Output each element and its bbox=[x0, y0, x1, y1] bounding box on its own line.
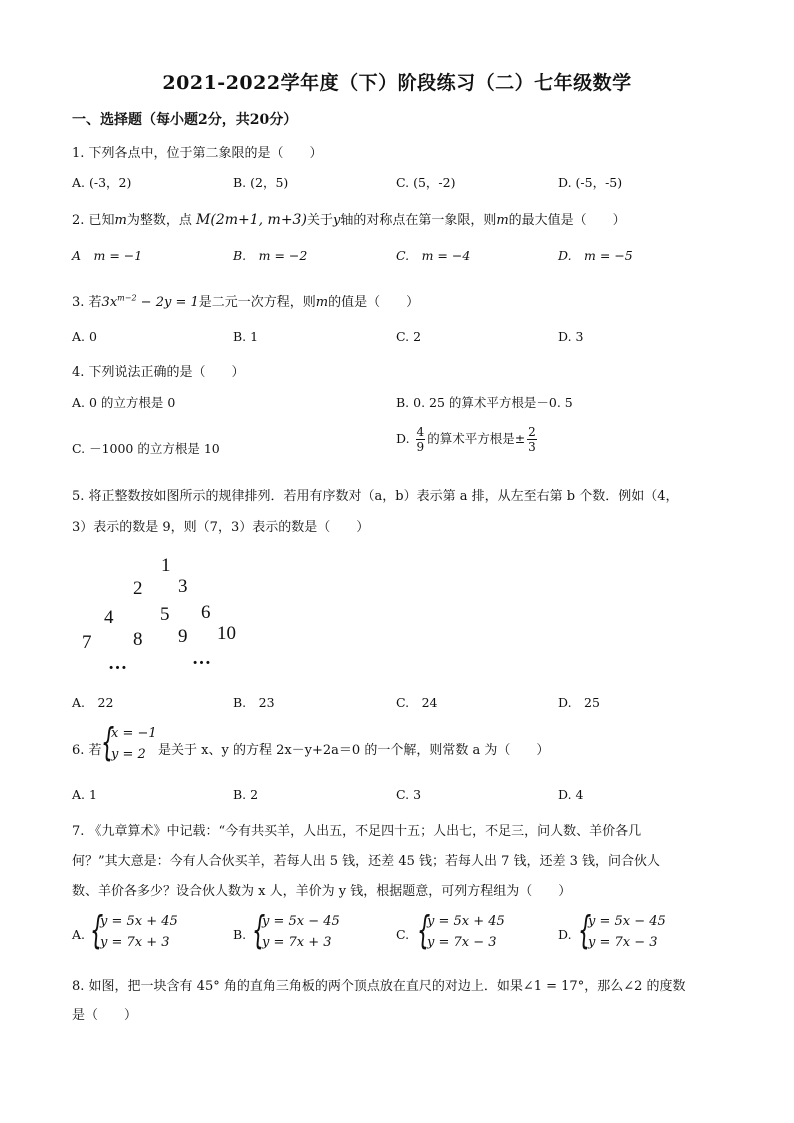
q3-option-b: B. 1 bbox=[233, 329, 259, 344]
brace-glyph: { bbox=[417, 908, 431, 952]
q5-option-d: D. 25 bbox=[558, 695, 600, 710]
question-8-line-1: 8. 如图，把一块含有 45° 角的直角三角板的两个顶点放在直尺的对边上．如果∠1 = 17°，那么∠2 的度数 bbox=[72, 979, 686, 994]
q7-option-a-system bbox=[90, 908, 190, 958]
q2-option-a: A m = −1 bbox=[72, 248, 143, 263]
q4-option-b: B. 0. 25 的算术平方根是－0. 5 bbox=[396, 395, 573, 410]
q3-suffix: 的值是（ ） bbox=[328, 295, 420, 310]
q2-mid2: 关于 bbox=[306, 213, 333, 228]
q3-var-m: m bbox=[315, 295, 329, 310]
triangle-number: 4 bbox=[104, 607, 114, 628]
q6-system-line-1: x = −1 bbox=[111, 726, 157, 741]
question-2 bbox=[72, 209, 626, 228]
q3-option-d: D. 3 bbox=[558, 329, 584, 344]
q4-fraction-1 bbox=[416, 425, 426, 454]
q1-option-a: A. (-3，2) bbox=[72, 175, 132, 190]
triangle-number: 5 bbox=[160, 604, 170, 625]
q7-d-line-2: y = 7x − 3 bbox=[588, 935, 658, 950]
question-1: 1. 下列各点中，位于第二象限的是（ ） bbox=[72, 146, 323, 161]
question-7-line-2: 何？”其大意是：今有人合伙买羊，若每人出 5 钱，还差 45 钱；若每人出 7 钱，还差 3 钱，问合伙人 bbox=[72, 854, 661, 869]
triangle-number: 9 bbox=[178, 626, 188, 647]
q2-point: M(2m+1, m+3) bbox=[196, 212, 307, 228]
q7-option-b-system bbox=[252, 908, 352, 958]
q3-prefix: 3. 若 bbox=[72, 295, 102, 310]
q6-option-c: C. 3 bbox=[396, 787, 422, 802]
question-7-line-1: 7. 《九章算术》中记载：“今有共买羊，人出五，不足四十五；人出七，不足三，问人数、羊价各几 bbox=[72, 824, 642, 839]
q3-equation-rest: − 2y = 1 bbox=[136, 295, 199, 310]
q2-var-m: m bbox=[114, 213, 127, 228]
q2-mid1: 为整数，点 bbox=[126, 213, 192, 228]
q7-d-line-1: y = 5x − 45 bbox=[588, 914, 666, 929]
q7-option-a-label: A. bbox=[72, 927, 86, 942]
triangle-number: 1 bbox=[161, 555, 171, 576]
q7-option-c-label: C. bbox=[396, 927, 410, 942]
brace-glyph: { bbox=[90, 908, 104, 952]
q6-equation-system bbox=[101, 720, 161, 770]
q6-option-a: A. 1 bbox=[72, 787, 97, 802]
q4-fraction-1-denominator: 9 bbox=[416, 440, 425, 454]
q7-a-line-2: y = 7x + 3 bbox=[100, 935, 170, 950]
q4-option-d-label: D. bbox=[396, 431, 410, 446]
q4-option-d-text: 的算术平方根是± bbox=[427, 431, 526, 446]
q3-option-c: C. 2 bbox=[396, 329, 422, 344]
q5-option-a: A. 22 bbox=[72, 695, 114, 710]
brace-glyph: { bbox=[101, 720, 115, 764]
question-6-prefix: 6. 若 bbox=[72, 743, 102, 758]
section-heading-choice: 一、选择题（每小题2分，共20分） bbox=[72, 112, 298, 128]
q4-fraction-2-numerator: 2 bbox=[528, 425, 536, 439]
question-4: 4. 下列说法正确的是（ ） bbox=[72, 365, 245, 380]
q3-mid: 是二元一次方程，则 bbox=[198, 295, 316, 310]
q6-option-b: B. 2 bbox=[233, 787, 259, 802]
triangle-number: 8 bbox=[133, 629, 143, 650]
triangle-ellipsis: … bbox=[108, 653, 127, 674]
q2-option-b: B. m = −2 bbox=[233, 248, 308, 263]
q7-option-d-system bbox=[578, 908, 678, 958]
q4-fraction-1-numerator: 4 bbox=[416, 425, 425, 439]
q4-fraction-2 bbox=[527, 425, 537, 454]
q7-option-d-label: D. bbox=[558, 927, 572, 942]
q7-option-c-system bbox=[417, 908, 517, 958]
q7-c-line-1: y = 5x + 45 bbox=[427, 914, 505, 929]
q4-option-a: A. 0 的立方根是 0 bbox=[72, 395, 176, 410]
q2-mid3: 轴的对称点在第一象限，则 bbox=[340, 213, 497, 228]
q1-option-c: C. (5，-2) bbox=[396, 175, 456, 190]
q3-equation-base: 3x bbox=[101, 295, 118, 310]
q4-fraction-2-denominator: 3 bbox=[528, 440, 536, 454]
q4-option-c: C. －1000 的立方根是 10 bbox=[72, 441, 220, 456]
q2-prefix: 2. 已知 bbox=[72, 213, 115, 228]
triangle-number: 2 bbox=[133, 578, 143, 599]
triangle-number: 10 bbox=[217, 623, 236, 644]
q7-option-b-label: B. bbox=[233, 927, 247, 942]
q7-b-line-1: y = 5x − 45 bbox=[262, 914, 340, 929]
q7-c-line-2: y = 7x − 3 bbox=[427, 935, 497, 950]
q6-system-line-2: y = 2 bbox=[111, 747, 146, 762]
q7-b-line-2: y = 7x + 3 bbox=[262, 935, 332, 950]
q2-suffix: 的最大值是（ ） bbox=[508, 213, 626, 228]
triangle-number: 7 bbox=[82, 632, 92, 653]
q5-option-c: C. 24 bbox=[396, 695, 438, 710]
page-title: 2021-2022学年度（下）阶段练习（二）七年级数学 bbox=[162, 72, 632, 94]
question-5-line-2: 3）表示的数是 9，则（7，3）表示的数是（ ） bbox=[72, 520, 370, 535]
q3-equation-exponent: m−2 bbox=[117, 293, 137, 303]
q5-option-b: B. 23 bbox=[233, 695, 275, 710]
question-8-line-2: 是（ ） bbox=[72, 1008, 138, 1023]
q1-option-b: B. (2，5) bbox=[233, 175, 289, 190]
brace-glyph: { bbox=[252, 908, 266, 952]
brace-glyph: { bbox=[578, 908, 592, 952]
q7-a-line-1: y = 5x + 45 bbox=[100, 914, 178, 929]
q2-option-c: C. m = −4 bbox=[396, 248, 471, 263]
triangle-number: 3 bbox=[178, 576, 188, 597]
question-6-text: 是关于 x、y 的方程 2x－y+2a＝0 的一个解，则常数 a 为（ ） bbox=[158, 743, 550, 758]
q3-option-a: A. 0 bbox=[72, 329, 97, 344]
q1-option-d: D. (-5，-5) bbox=[558, 175, 623, 190]
triangle-ellipsis: … bbox=[192, 648, 211, 669]
triangle-number: 6 bbox=[201, 602, 211, 623]
question-3 bbox=[72, 291, 419, 310]
question-7-line-3: 数、羊价各多少？设合伙人数为 x 人，羊价为 y 钱，根据题意，可列方程组为（ ） bbox=[72, 884, 572, 899]
q2-var-m2: m bbox=[496, 213, 509, 228]
q4-option-d bbox=[396, 425, 539, 454]
question-5-line-1: 5. 将正整数按如图所示的规律排列．若用有序数对（a，b）表示第 a 排，从左至右第 b 个数．例如（4， bbox=[72, 489, 679, 504]
q2-var-y: y bbox=[332, 213, 341, 228]
q2-option-d: D. m = −5 bbox=[558, 248, 633, 263]
q6-option-d: D. 4 bbox=[558, 787, 584, 802]
